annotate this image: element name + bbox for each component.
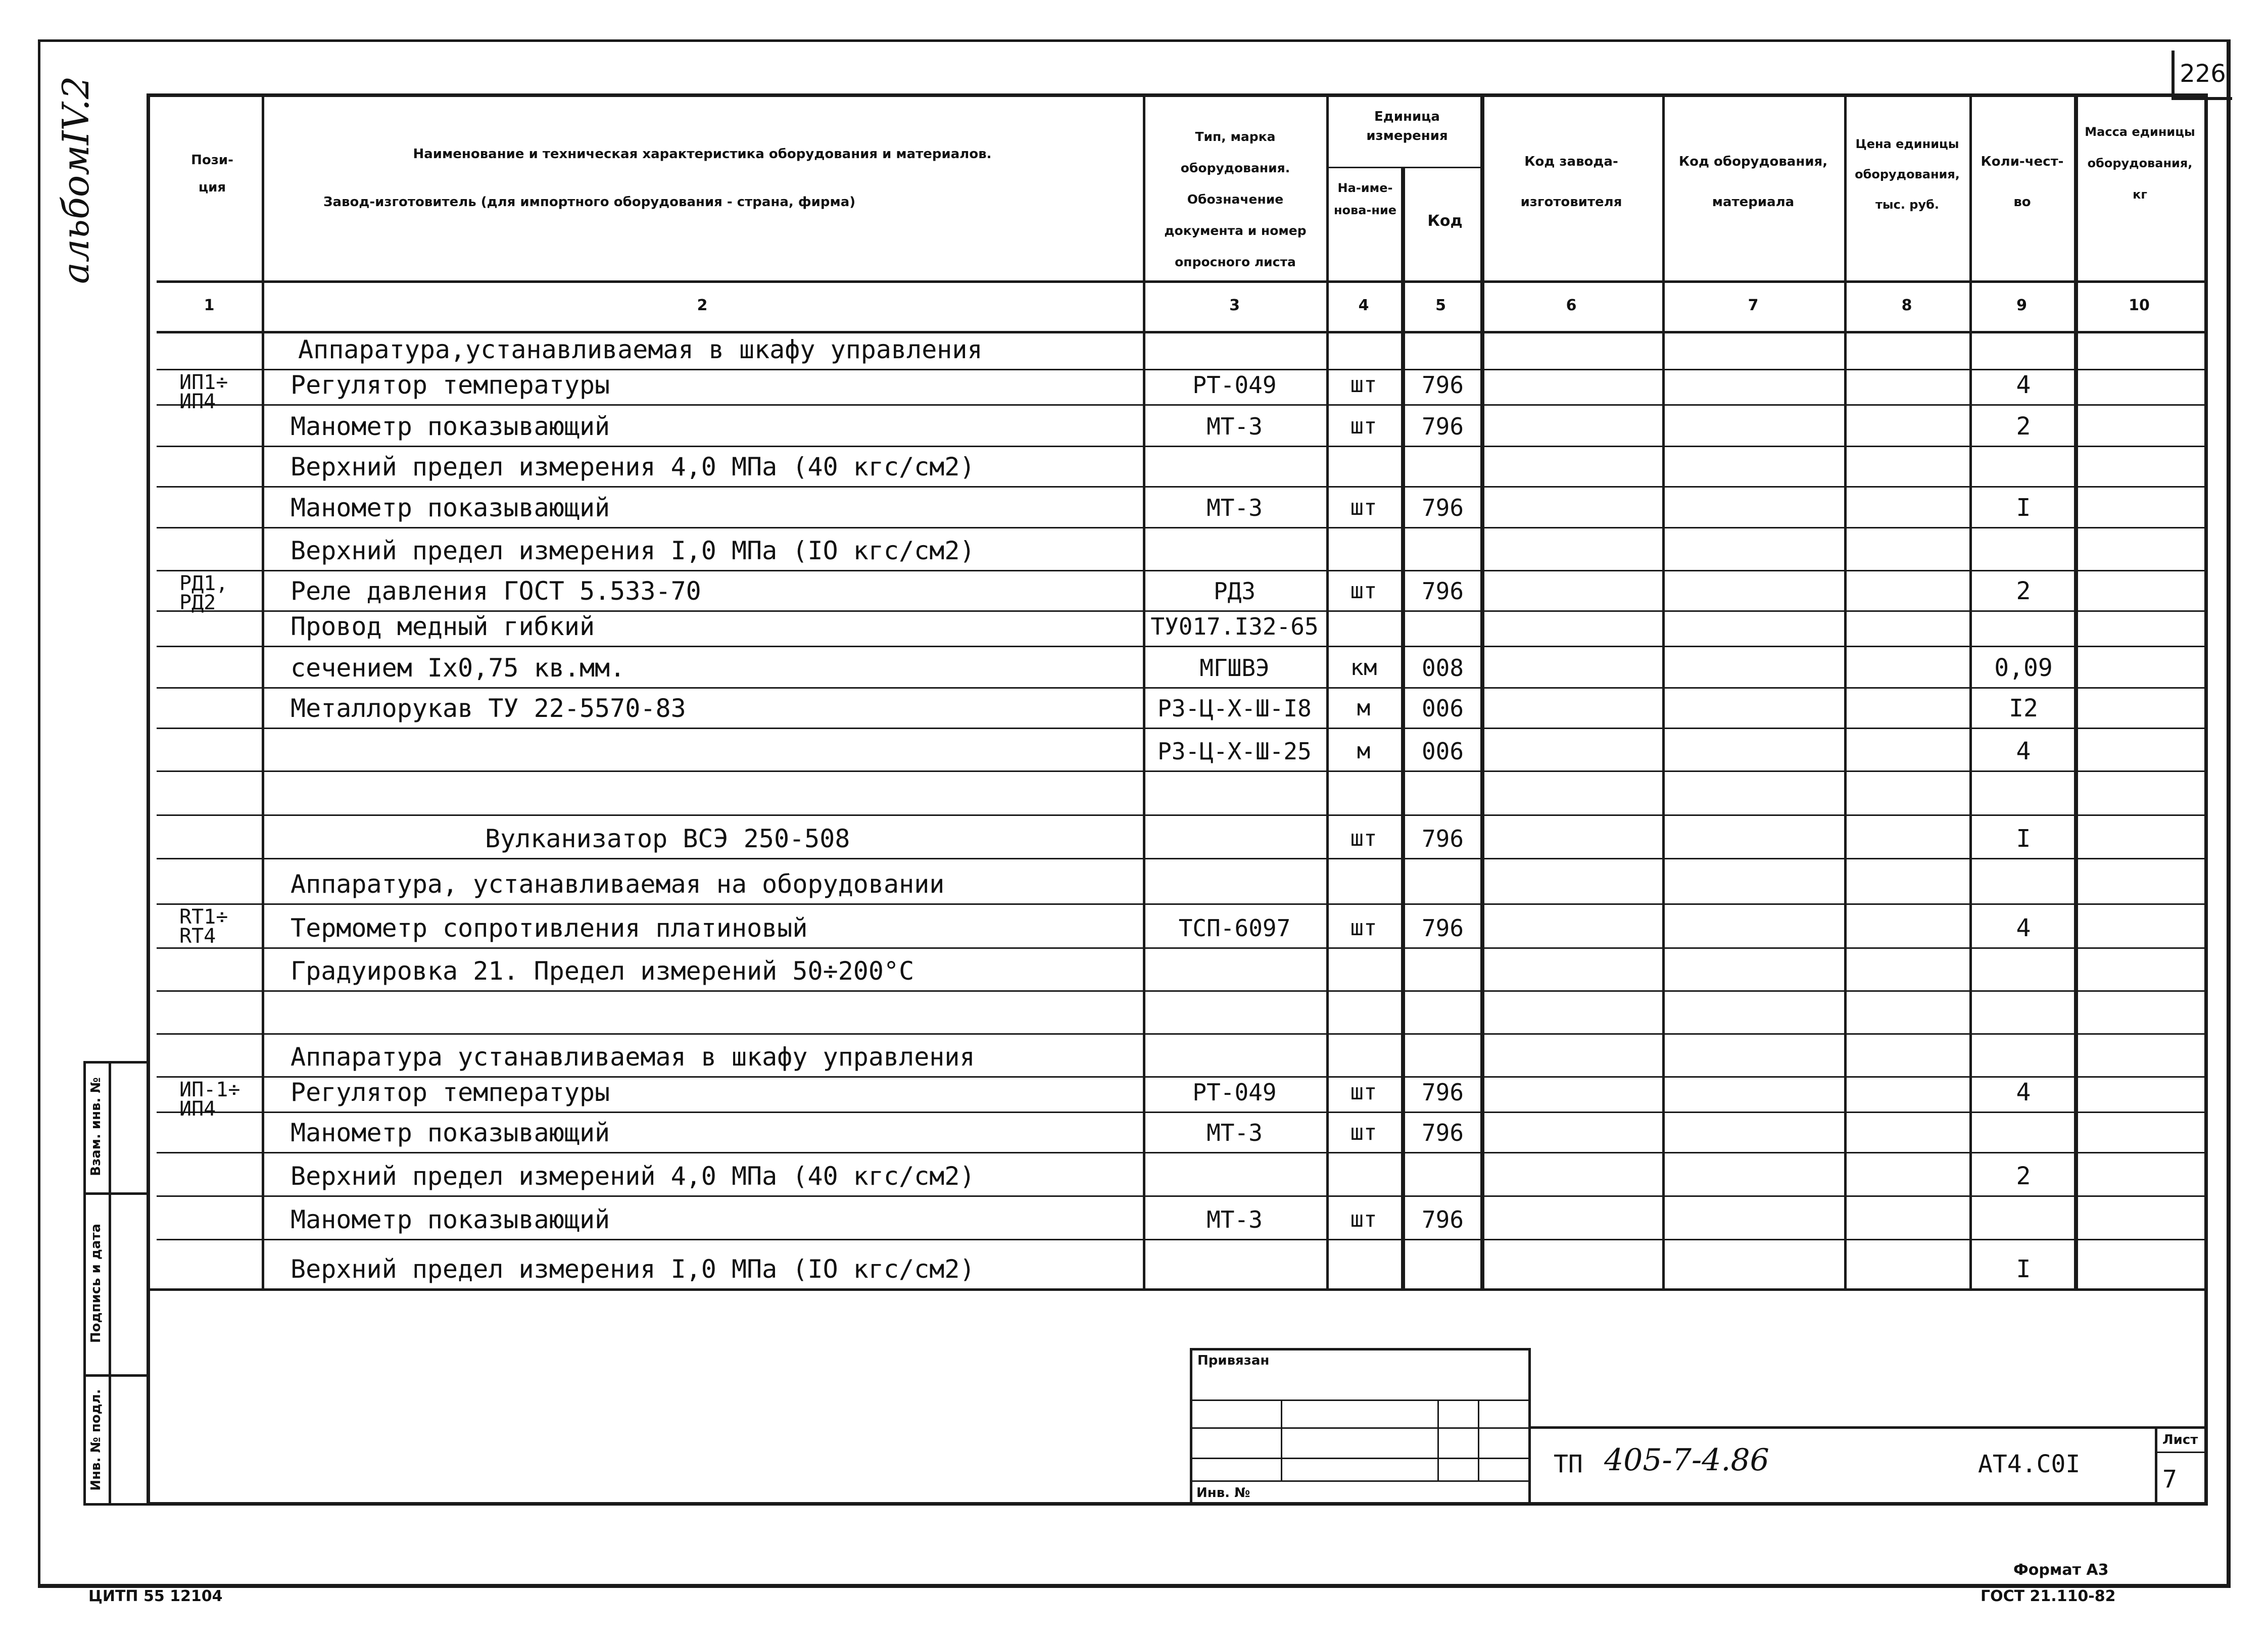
colnum-3: 3 [1229, 297, 1240, 314]
hdr-pos: Пози- ция [191, 153, 233, 195]
cell-name: Реле давления ГОСТ 5.533-70 [291, 576, 701, 606]
cell-qty: 0,09 [1994, 654, 2053, 682]
cell-name: сечением Iх0,75 кв.мм. [291, 653, 625, 683]
cell-type: МТ-3 [1207, 1119, 1263, 1146]
hdr-price: Цена единицы оборудования, тыс. руб. [1855, 137, 1960, 212]
row-line [157, 1239, 2208, 1240]
row-line [157, 646, 2208, 647]
colnum-10: 10 [2129, 297, 2150, 314]
cell-unit: шт [1350, 578, 1377, 604]
cell-unit: м [1357, 738, 1371, 764]
cell-name: Верхний предел измерений 4,0 МПа (40 кгс/см2) [291, 1162, 975, 1191]
cell-unit: шт [1350, 1206, 1377, 1232]
footer-gost: ГОСТ 21.110-82 [1981, 1587, 2116, 1605]
row-line [157, 947, 2208, 949]
cell-name: Аппаратура,устанавливаемая в шкафу управления [298, 335, 983, 364]
cell-name: Вулканизатор ВСЭ 250-508 [485, 824, 850, 853]
cell-type: МТ-3 [1207, 494, 1263, 521]
cell-qty: 4 [2016, 1078, 2031, 1106]
row-line [157, 486, 2208, 488]
tp-label: ТП [1554, 1450, 1583, 1478]
hdr-unit-name: На-име-нова-ние [1333, 181, 1397, 217]
colnum-4: 4 [1358, 297, 1369, 314]
header-bottom-line [157, 280, 2208, 283]
cell-qty: I2 [2009, 694, 2038, 722]
colnum-9: 9 [2016, 297, 2027, 314]
cell-type: ТСП-6097 [1178, 914, 1291, 942]
tp-number: 405-7-4.86 [1604, 1442, 1769, 1478]
sheet-cell-sub-line [2155, 1452, 2208, 1453]
cell-name: Металлорукав ТУ 22-5570-83 [291, 694, 686, 723]
cell-qty: I [2016, 825, 2031, 853]
cell-pos: ИП1÷ ИП4 [179, 371, 228, 413]
privyazan-vline-2 [1437, 1399, 1439, 1480]
cell-unit: шт [1350, 915, 1377, 941]
cell-name: Верхний предел измерения 4,0 МПа (40 кгс/см2) [291, 452, 975, 481]
cell-name: Манометр показывающий [291, 412, 610, 441]
cell-unit: м [1357, 695, 1371, 721]
cell-type: РТ-049 [1192, 371, 1277, 399]
row-line [157, 570, 2208, 571]
cell-code: 006 [1421, 738, 1464, 765]
privyazan-vline-1 [1281, 1399, 1282, 1480]
cell-name: Манометр показывающий [291, 1205, 610, 1234]
sheet-value: 7 [2162, 1465, 2177, 1493]
cell-name: Термометр сопротивления платиновый [291, 913, 808, 943]
row-line [157, 446, 2208, 447]
cell-code: 796 [1421, 494, 1464, 521]
cell-name: Манометр показывающий [291, 493, 610, 522]
sheet-label: Лист [2162, 1432, 2198, 1447]
row-line [157, 1112, 2208, 1113]
cell-type: РДЗ [1213, 577, 1256, 605]
hdr-unit: Единица измерения [1366, 109, 1448, 143]
doc-code: АТ4.С0I [1978, 1450, 2081, 1478]
cell-qty: I [2016, 494, 2031, 522]
row-line [157, 903, 2208, 905]
cell-name: Манометр показывающий [291, 1118, 610, 1147]
side-inv-label: Инв. № подл. [88, 1389, 104, 1491]
colnum-6: 6 [1566, 297, 1577, 314]
privyazan-box [1190, 1348, 1531, 1506]
cell-pos: ИП-1÷ ИП4 [179, 1078, 240, 1121]
cell-unit: шт [1350, 1079, 1377, 1105]
cell-type: РЗ-Ц-Х-Ш-25 [1157, 738, 1312, 765]
cell-name: Верхний предел измерения I,0 МПа (IO кгс/см2) [291, 536, 975, 565]
row-line [157, 814, 2208, 816]
cell-name: Градуировка 21. Предел измерений 50÷200°С [291, 956, 914, 986]
privyazan-line-4 [1190, 1480, 1531, 1482]
cell-code: 796 [1421, 577, 1464, 605]
sheet-number: 226 [2180, 60, 2226, 88]
cell-code: 796 [1421, 413, 1464, 440]
hdr-name-1: Наименование и техническая характеристика оборудования и материалов. [413, 147, 992, 162]
cell-type: РТ-049 [1192, 1079, 1277, 1106]
footer-format: Формат А3 [2013, 1561, 2109, 1579]
cell-code: 796 [1421, 825, 1464, 852]
cell-type: МТ-3 [1207, 413, 1263, 440]
row-line [157, 1033, 2208, 1035]
privyazan-line-1 [1190, 1399, 1531, 1401]
cell-type: МТ-3 [1207, 1206, 1263, 1233]
hdr-name-2: Завод-изготовитель (для импортного оборудования - страна, фирма) [323, 195, 856, 210]
inv-no-label: Инв. № [1196, 1485, 1250, 1501]
side-stamp-line-1 [83, 1192, 147, 1195]
col-line-5 [1480, 93, 1484, 1288]
colnum-bottom-line [157, 331, 2208, 333]
sheet-cell-line [2155, 1426, 2157, 1506]
album-mark: альбомIV.2 [55, 76, 97, 284]
cell-type: ТУ017.I32-65 [1150, 613, 1319, 640]
privyazan-line-3 [1190, 1458, 1531, 1459]
cell-qty: 4 [2016, 914, 2031, 942]
cell-name: Аппаратура устанавливаемая в шкафу управления [291, 1042, 975, 1072]
colnum-7: 7 [1748, 297, 1759, 314]
col-line-9 [2074, 93, 2078, 1288]
row-line [157, 527, 2208, 528]
hdr-unit-code: Код [1427, 212, 1463, 230]
cell-qty: I [2016, 1255, 2031, 1283]
cell-code: 796 [1421, 371, 1464, 399]
table-bottom-line [147, 1288, 2208, 1291]
row-line [157, 687, 2208, 689]
cell-unit: шт [1350, 1120, 1377, 1145]
side-stamp-divider [109, 1061, 111, 1506]
hdr-type: Тип, марка оборудования. Обозначение документа и номер опросного листа [1164, 129, 1307, 269]
cell-qty: 2 [2016, 412, 2031, 441]
colnum-2: 2 [697, 297, 708, 314]
hdr-maker-code: Код завода-изготовителя [1520, 154, 1622, 210]
cell-name: Верхний предел измерения I,0 МПа (IO кгс/см2) [291, 1254, 975, 1284]
cell-unit: км [1350, 655, 1377, 681]
col-line-10 [2204, 93, 2207, 1288]
privyazan-label: Привязан [1197, 1353, 1270, 1368]
cell-type: РЗ-Ц-Х-Ш-I8 [1157, 695, 1312, 722]
side-podpis-label: Подпись и дата [88, 1223, 104, 1343]
cell-qty: 2 [2016, 577, 2031, 605]
row-line [157, 1195, 2208, 1197]
row-line [157, 770, 2208, 772]
cell-unit: шт [1350, 413, 1377, 439]
row-line [157, 990, 2208, 992]
cell-code: 796 [1421, 1119, 1464, 1146]
colnum-5: 5 [1435, 297, 1446, 314]
cell-code: 006 [1421, 695, 1464, 722]
cell-name: Регулятор температуры [291, 370, 610, 400]
cell-name: Аппаратура, устанавливаемая на оборудовании [291, 870, 945, 899]
cell-unit: шт [1350, 826, 1377, 851]
col-line-3 [1326, 93, 1329, 1288]
cell-qty: 4 [2016, 371, 2031, 399]
hdr-equip-code: Код оборудования, материала [1678, 154, 1828, 210]
col-line-6 [1662, 93, 1665, 1288]
privyazan-line-2 [1190, 1427, 1531, 1429]
hdr-mass: Масса единицы оборудования, кг [2085, 125, 2195, 202]
col-line-7 [1844, 93, 1847, 1288]
footer-citp: ЦИТП 55 12104 [88, 1587, 223, 1605]
cell-code: 008 [1421, 654, 1464, 682]
side-vzam-label: Взам. инв. № [88, 1077, 104, 1176]
col-line-8 [1969, 93, 1972, 1288]
cell-qty: 4 [2016, 737, 2031, 765]
cell-qty: 2 [2016, 1162, 2031, 1190]
cell-pos: RT1÷ RT4 [179, 905, 228, 948]
cell-code: 796 [1421, 1206, 1464, 1233]
cell-unit: шт [1350, 372, 1377, 398]
cell-name: Провод медный гибкий [291, 612, 595, 641]
cell-type: МГШВЭ [1199, 654, 1270, 682]
cell-code: 796 [1421, 914, 1464, 942]
row-line [157, 858, 2208, 859]
cell-name: Регулятор температуры [291, 1078, 610, 1107]
row-line [157, 404, 2208, 406]
row-line [157, 728, 2208, 729]
cell-code: 796 [1421, 1079, 1464, 1106]
privyazan-vline-3 [1478, 1399, 1479, 1480]
cell-unit: шт [1350, 495, 1377, 520]
cell-pos: РД1, РД2 [179, 572, 228, 614]
row-line [157, 1152, 2208, 1153]
col-line-1 [262, 93, 264, 1288]
designation-top-line [1531, 1426, 2208, 1429]
colnum-8: 8 [1901, 297, 1912, 314]
col-line-2 [1143, 93, 1145, 1288]
colnum-1: 1 [204, 297, 215, 314]
hdr-qty: Коли-чест-во [1981, 154, 2064, 210]
